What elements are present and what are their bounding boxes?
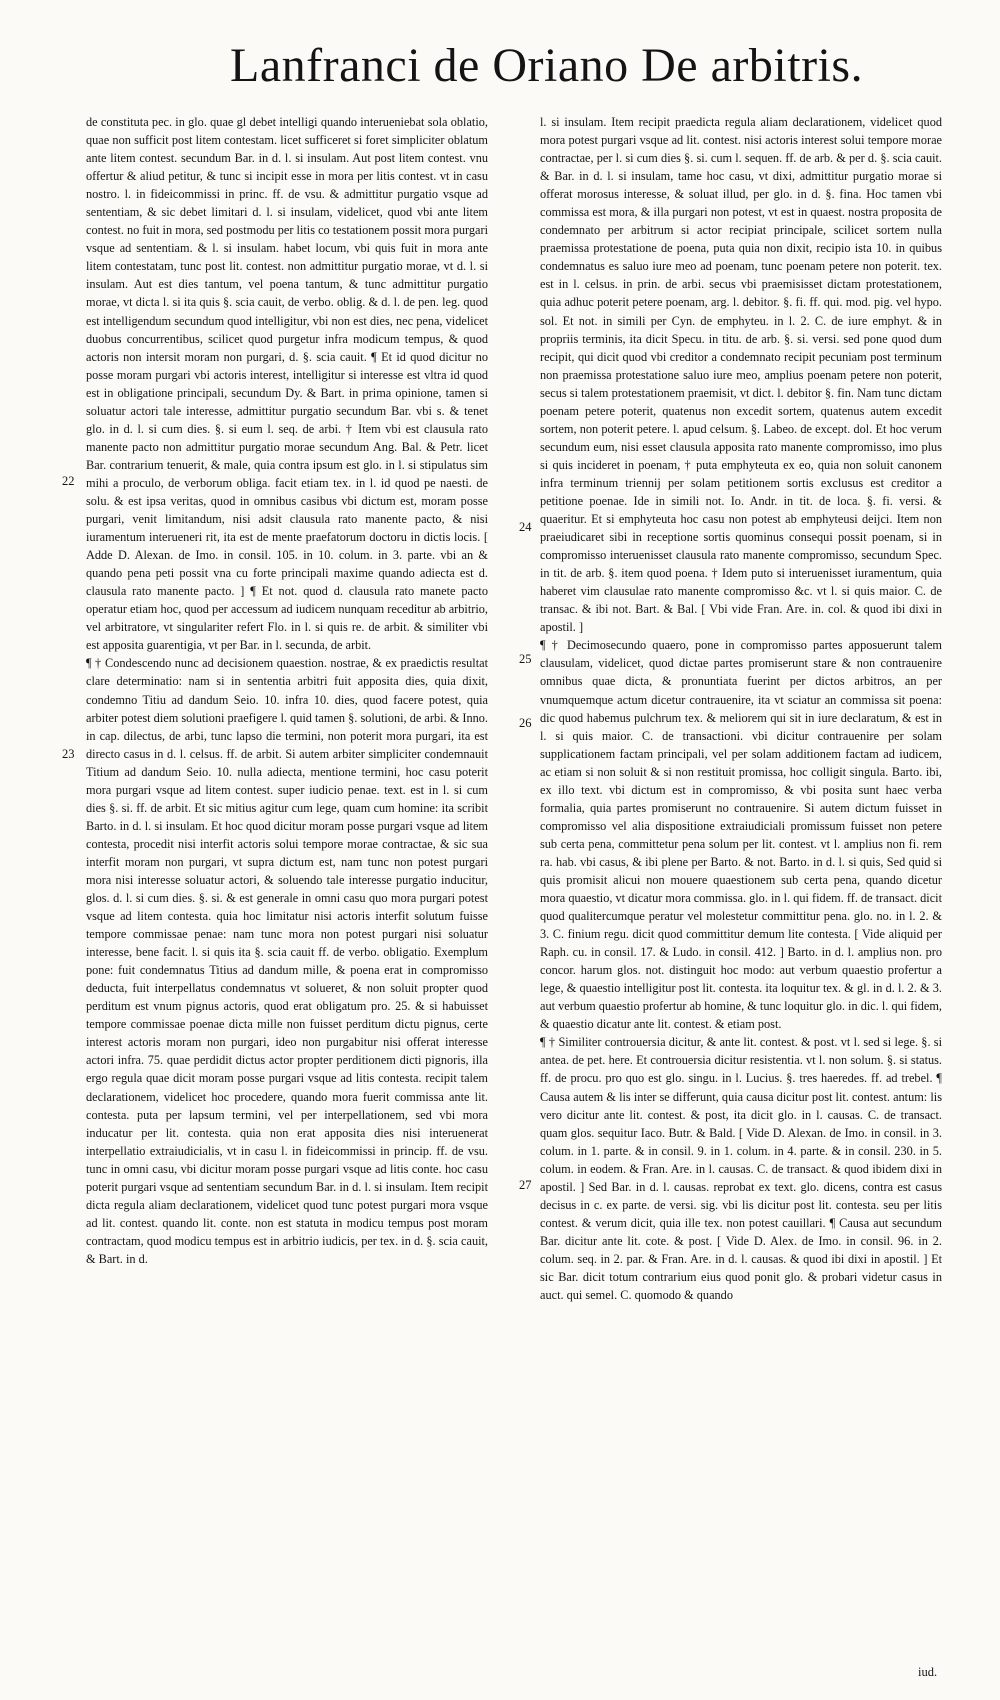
right-column (540, 113, 942, 1673)
margin-number-27: 27 (519, 1178, 532, 1192)
running-head: Lanfranci de Oriano De arbitris. (230, 39, 864, 92)
left-column (86, 113, 488, 1673)
right-paragraph-1: l. si insulam. Item recipit praedicta regula aliam declarationem, videlicet quod mora potest purgari vsque ad lit. contest. nisi actoris interest solui tempore morae contractae, per l. si cum dies §. si. cum l. sequen. ff. de arb. & per d. §. scia cauit. & Bar. in d. l. si insulam, tame hoc casu, vt dixi, admittitur purgatio morae si offerat morosus interesse, & soluat illud, per glo. in d. §. fina. Hoc tamen vbi commissa est mora, & illa purgari non potest, vt est in quaest. nostra proposita de condemnato per arbitrum si actor recipiat principale, scilicet sortem nulla praemissa protestatione de poena, puta quia non dixit, recipio ista 10. in quibus condemnatus es saluo iure meo ad poenam, tunc poenam petere non poterit. tex. est in l. celsus. in prin. de arbi. secus vbi praemisisset dictam protestationem, quia adhuc poterit petere poenam, arg. l. debitor. §. fi. ff. qui. mod. pig. vel hypo. sol. Et not. in simili per Cyn. de emphyteu. in l. 2. C. de iure emphyt. & in propriis terminis, ita dicit Specu. in titu. de arb. §. si. versi. sed pone quod dum recipit, qui dicit quod vbi creditor a condemnato recipit pecuniam post terminum non praemissa protestatione saluo iure meo, amplius poenam petere non poterit, secus si talem protestationem praemisit, vt dict. l. debitor §. fin. Nam tunc dictam poenam petere poterit, quatenus non excedit sortem, quatenus autem excedit sortem, non poterit petere. l. apud celsum. §. Labeo. de except. dol. Et hoc verum secundum eum, nisi esset clausula apposita rato manente compromisso, imo plus si quis incideret in poenam, † puta emphyteuta ex eo, quia non soluit canonem infra terminum triennij per solam petitionem sortis exclusus est creditor a petitione poenae. Ide in simili not. Io. Andr. in tit. de loca. §. fi. versi. & quaeritur. Et si emphyteuta hoc casu non potest ab emphyteusi deijci. Item non praeiudicaret sibi in receptione sortis quominus consequi possit poenam, si in compromisso interuenisset clausula rato manente compromisso, secundum Spec. in tit. de arb. §. item quod poena. † Idem puto si interuenisset iuramentum, quia haberet vim clausulae rato manente compromisso &c. vt l. si quis maior. C. de transac. & ibi not. Bart. & Bal. [ Vbi vide Fran. Are. in. col. & quod ibi dixi in apostil. ] (540, 115, 942, 635)
margin-number-22: 22 (62, 474, 75, 488)
right-paragraph-2: ¶ † Decimosecundo quaero, pone in compromisso partes apposuerunt talem clausulam, videlicet, quod dictae partes promiserunt stare & non contrauenire omnibus quae dicta, & pronuntiata fuerint per dictos arbitros, an per vnumquemque actum dicetur contrauenire, ita vt sciatur an commissa sit poena: dic quod habemus pulchrum tex. & meliorem qui sit in iure declaratum, & est in l. si quis maior. C. de transactioni. vbi dicitur contrauenire per solam supplicationem factam principali, vel per solam additionem factam ad iudicem, ac etiam si non soluit & si non restituit promissa, hoc colligit singula. Barto. ibi, ex illo text. vbi dictum est in compromisso, & vbi posita sunt haec verba formalia, quia partes promiserunt no contrauenire. Si autem dictum fuisset in compromisso vel alia dispositione extraiudiciali promissum fuisset non petere sub certa pena, committetur pena solum per lit. contest. vt l. amplius non fi. rem ra. hab. vbi casus, & ibi plene per Barto. & not. Barto. in d. l. si quis, Sed quid si quis promisit alicui non mouere quaestionem sub certa pena, quando dicetur mora quaestio, vt dicatur mora commissa. glo. in l. qui fidem. ff. de transact. dicit quod qualitercumque peratur vel molestetur committitur pena. glo. no. in l. 2. & 3. C. finium regu. dicit quod committitur demum lite contesta. [ Vide aliquid per Raph. cu. in consil. 17. & Ludo. in consil. 412. ] Barto. in d. l. amplius non. pro concor. harum glos. not. distinguit hoc modo: aut verbum quaestio profertur a lege, & quaestio intelligitur post lit. contesta. ita loquitur tex. & gl. in d. l. 2. & 3. aut verbum quaestio profertur ab homine, & tunc loquitur glo. in dic. l. qui fidem, & quaestio dicatur ante lit. contest. & etiam post. (540, 638, 942, 1032)
margin-number-26: 26 (519, 716, 532, 730)
margin-number-23: 23 (62, 747, 75, 761)
margin-number-25: 25 (519, 652, 532, 666)
catchword: iud. (918, 1665, 938, 1679)
right-paragraph-3: ¶ † Similiter controuersia dicitur, & ante lit. contest. & post. vt l. sed si lege. §. si antea. de pet. here. Et controuersia dicitur resistentia. vt l. non solum. §. si status. ff. de procu. pro quo est glo. singu. in l. Lucius. §. tres haeredes. ff. ad trebel. ¶ Causa autem & lis inter se differunt, quia causa dicitur post lit. contest. antum: lis vero dicitur ante lit. contest. & post, ita dicit glo. in l. causas. C. de transact. quam glos. sequitur Iaco. Butr. & Bald. [ Vide D. Alexan. de Imo. in consil. in 3. colum. in 1. parte. & in consil. 9. in 1. colum. in 4. parte. & in consil. 230. in 5. colum. in eodem. & Fran. Are. in l. causas. C. de transact. & quod ibidem dixi in apostil. ] Sed Bar. in d. l. causas. reprobat ex text. glo. dicens, contra est casus decisus in c. ex parte. de versi. sig. vbi lis dicitur post lit. contesta. seu per litis contest. & verum dicit, quia ille tex. non potest cauillari. ¶ Causa aut secundum Bar. dicitur ante lit. cote. & post. [ Vide D. Alex. de Imo. in consil. 96. in 2. colum. seq. in 2. par. & Fran. Are. in d. l. causas. & quod ibi dixi in apostil. ] Et sic Bar. dicit totum contrarium eius quod ponit glo. & probari videtur casus in auct. qui semel. C. quomodo & quando (540, 1035, 942, 1303)
margin-number-24: 24 (519, 520, 532, 534)
left-paragraph-1: de constituta pec. in glo. quae gl debet intelligi quando interueniebat sola oblatio, quae non sufficit post litem contestam. licet sufficeret si foret simpliciter oblatum ante litem contest. secundum Bar. in d. l. si insulam. Aut post litem contest. vnu offertur & aliud petitur, & tunc si incipit esse in mora per litis contest. vt in casu nostro. l. in fideicommissi in princ. ff. de vsu. & admittitur purgatio vsque ad sententiam, & sic debet limitari d. l. si insulam, videlicet, quod vbi ante litem contest. no fuit in mora, sed postmodu per litis co testationem possit mora purgari vsque ad sententiam. & l. si insulam. habet locum, vbi quis fuit in mora ante litem contestatam, tunc post lit. contest. non admittitur purgatio morae, vt d. l. si insulam. Aut est dies tantum, vel poena tantum, & tunc admittitur purgatio morae, vt dicta l. si ita quis §. scia cauit, de verbo. oblig. & d. l. de pen. leg. quod est intelligendum secundum quod intelligitur, vbi non est dies, nec pena, videlicet duobus concurrentibus, scilicet quod purgetur infra modicum tempus, & quod actoris non intersit moram non purgari, d. §. scia cauit. ¶ Et id quod dicitur no posse moram purgari vbi actoris interest, intelligitur si interesse est vltra id quod est in obligatione principali, secundum Dy. & Bart. in prima opinione, tamen si soluatur actori tale interesse, admittitur purgatio secundum Bar. vbi s. & tenet glo. in d. l. si cum dies. §. si eum l. seq. de arbi. † Item vbi est clausula rato manente pacto non admittitur purgatio morae secundum Ang. Bal. & Petr. licet Bar. contrarium tenuerit, & male, quia contra ipsum est glo. in l. si stipulatus sim mihi a proculo, de verborum obliga. facit etiam tex. in l. id quod pe naesti. de solu. & est ipsa veritas, quod in omnibus casibus vbi dictum est, moram posse purgari, venit limitandum, nisi adsit clausula rato manente pacto, & nisi iuramentum interueneri rit, ita est de mente praefatorum doctoru in dictis locis. [ Adde D. Alexan. de Imo. in consil. 105. in 10. colum. in 3. parte. vbi an & quando pena peti possit vna cu forte principali maxime quando adiecta est d. clausula rato manente pacto. ] ¶ Et not. quod d. clausula rato manete pacto operatur etiam hoc, quod per accessum ad iudicem nunquam receditur ab arbitrio, vel arbitratore, vt singulariter refert Flo. in l. si quis re. de arbit. & similiter vbi est apposita guarentigia, vt per Bar. in l. secunda, de arbit. (86, 115, 488, 653)
left-paragraph-2: ¶ † Condescendo nunc ad decisionem quaestion. nostrae, & ex praedictis resultat clare determinatio: nam si in sententia arbitri fuit apposita dies, quia dixit, condemno Titiu ad dandum Seio. 10. infra 10. dies, quod facere potest, quia arbiter potest diem solutioni praefigere l. quid tamen §. solutioni, de arbi. & Inno. in cap. dilectus, de arbi, tunc lapso die termini, non poterit mora purgari, ita est directo casus in d. l. celsus. ff. de arbit. Si autem arbiter simpliciter condemnauit Titium ad dandum Seio. 10. nulla adiecta, mentione termini, hoc casu poterit mora purgari vsque ad litem contest. super iudicio penae. text. est in l. si cum dies §. si. ff. de arbit. Et sic mitius agitur cum lege, quam cum homine: ita scribit Barto. in d. l. si insulam. Et hoc quod dicitur moram posse purgari vsque ad litem contesta, procedit nisi interfit actoris solui tempore morae contractae, & sic sua interfit moram non purgari, vt supra dictum est, nam tunc non potest purgari mora nisi interesse soluatur actori, & soluendo tale interesse purgatio inducitur, glos. d. l. si cum dies. §. si. & est generale in omni casu quo mora purgari potest vsque ad litem contesta. quia hoc limitatur nisi actoris interfit solutum fuisse tempore commissae penae: nam tunc mora non potest purgari nisi soluatur interesse, bene facit. l. si quis ita §. scia cauit ff. de verbo. obligatio. Exemplum pone: fuit condemnatus Titius ad dandum mille, & poena erat in compromisso deducta, fuit interpellatus condemnatus vt solueret, & non soluit propter quod perditum est vnum pignus actoris, quod erat obligatum pro. 25. & si habuisset tempore commissae poenae dicta mille non fuisset perditum dictu pignus, certe interest actoris moram non purgari, ideo non purgabitur nisi offerat interesse actori infra. 75. quae perdidit dictus actor propter perditionem dicti pignoris, illa ergo regula quae dicit moram posse purgari vsque ad litis contesta. recipit talem declarationem, videlicet hoc procedere, quando mora fuerit commissa ante lit. contesta. puta per lapsum termini, vel per interpellationem, sed vbi mora inducatur per lit. contesta. quia non erat apposita dies nisi interuenerat interpellatio extraiudicialis, vt in casu l. in fideicommissi in princip. ff. de vsu. tunc in omni casu, vbi dicitur moram posse purgari vsque ad litis conte. hoc casu poterit purgari vsque ad sententiam secundum Bar. in d. l. si insulam. Item recipit dicta regula aliam declarationem, videlicet quod tunc potest purgari mora vsque ad lit. contest. quando lit. conte. non est statuta in modicu tempus post moram contractam, quod modicu tempus est in arbitrio iudicis, per tex. in d. §. scia cauit, & Bart. in d. (86, 656, 488, 1266)
